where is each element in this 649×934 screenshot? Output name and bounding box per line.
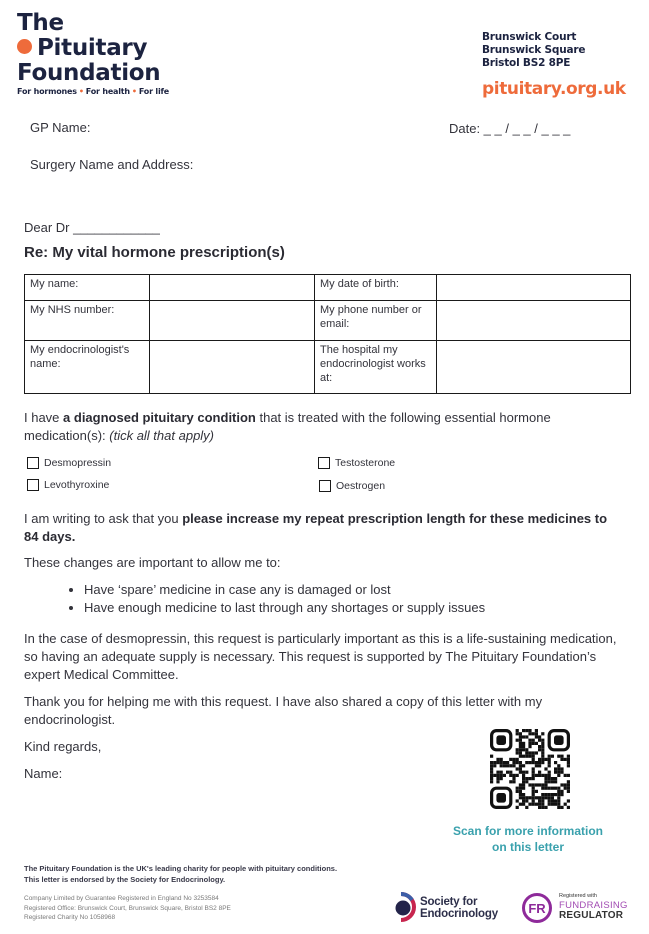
checkbox-square-icon[interactable] xyxy=(318,457,330,469)
request-paragraph xyxy=(24,510,624,546)
fr-regulator-text: REGULATOR xyxy=(559,910,624,921)
changes-intro: These changes are important to allow me to: xyxy=(24,555,281,570)
name-field[interactable] xyxy=(150,275,315,301)
checkbox-desmopressin[interactable] xyxy=(27,457,111,469)
condition-paragraph xyxy=(24,409,624,445)
bullet-list xyxy=(62,581,485,616)
society-endocrinology-logo-icon xyxy=(393,892,419,922)
tagline-part: For health xyxy=(85,87,130,96)
legal-line: Company Limited by Guarantee Registered in England No 3253584 xyxy=(24,895,219,902)
table-label: The hospital my endocrinologist works at: xyxy=(315,341,437,394)
soe-logo-line: Society for xyxy=(420,896,478,908)
footer-statement-line: The Pituitary Foundation is the UK's leading charity for people with pituitary conditions. xyxy=(24,864,338,873)
address-line-3: Bristol BS2 8PE xyxy=(482,57,571,69)
footer-legal xyxy=(24,894,231,923)
checkbox-testosterone[interactable] xyxy=(318,457,395,469)
table-row xyxy=(25,275,631,301)
personal-info-table xyxy=(24,274,631,394)
checkbox-label: Oestrogen xyxy=(336,480,386,492)
italic-text: (tick all that apply) xyxy=(109,428,215,443)
text: I am writing to ask that you xyxy=(24,511,183,526)
footer-statement-line: This letter is endorsed by the Society for Endocrinology. xyxy=(24,875,226,884)
fundraising-regulator-logo-icon xyxy=(521,892,553,924)
fr-mark: FR xyxy=(528,901,546,916)
legal-line: Registered Office: Brunswick Court, Brunswick Square, Bristol BS2 8PE xyxy=(24,904,231,912)
salutation: Dear Dr ____________ xyxy=(24,220,160,235)
society-endocrinology-logo xyxy=(420,896,498,920)
footer-statement xyxy=(24,863,337,885)
hospital-field[interactable] xyxy=(437,341,631,394)
endocrinologist-name-field[interactable] xyxy=(150,341,315,394)
logo-line-2-text: Pituitary xyxy=(37,35,148,61)
qr-code-icon[interactable] xyxy=(490,729,570,809)
table-label: My phone number or email: xyxy=(315,301,437,341)
nhs-number-field[interactable] xyxy=(150,301,315,341)
soe-logo-line: Endocrinology xyxy=(420,908,498,920)
tagline-separator: • xyxy=(78,87,84,96)
legal-line: Registered Charity No 1058968 xyxy=(24,914,116,921)
logo-line-2 xyxy=(17,36,147,60)
table-row xyxy=(25,341,631,394)
logo-tagline xyxy=(17,87,169,96)
tagline-separator: • xyxy=(131,87,137,96)
fr-fundraising-text: FUNDRAISING xyxy=(559,900,628,911)
date-of-birth-field[interactable] xyxy=(437,275,631,301)
fr-registered-text: Registered with xyxy=(559,893,597,899)
table-label: My name: xyxy=(25,275,150,301)
address-line-1: Brunswick Court xyxy=(482,31,577,43)
checkbox-square-icon[interactable] xyxy=(319,480,331,492)
qr-caption xyxy=(444,823,612,855)
phone-email-field[interactable] xyxy=(437,301,631,341)
checkbox-label: Levothyroxine xyxy=(44,479,110,491)
surgery-label: Surgery Name and Address: xyxy=(30,157,194,172)
checkbox-label: Testosterone xyxy=(335,457,396,469)
qr-caption-line: on this letter xyxy=(491,840,564,854)
checkbox-square-icon[interactable] xyxy=(27,479,39,491)
name-label: Name: xyxy=(24,766,63,781)
desmopressin-paragraph: In the case of desmopressin, this request is particularly important as this is a life-sustaining medication, so having an adequate supply is necessary. This request is supported by The Pituitary Foundation’s expert Medical Committee. xyxy=(24,631,617,682)
checkbox-levothyroxine[interactable] xyxy=(27,479,109,491)
checkbox-square-icon[interactable] xyxy=(27,457,39,469)
table-row xyxy=(25,301,631,341)
checkbox-oestrogen[interactable] xyxy=(319,480,385,492)
website-link[interactable]: pituitary.org.uk xyxy=(482,79,626,99)
table-label: My date of birth: xyxy=(315,275,437,301)
thanks-paragraph: Thank you for helping me with this request. I have also shared a copy of this letter with my endocrinologist. xyxy=(24,694,543,727)
list-item: • Have enough medicine to last through any shortages or supply issues xyxy=(84,599,485,617)
checkbox-label: Desmopressin xyxy=(44,457,112,469)
address-line-2: Brunswick Square xyxy=(482,44,586,56)
table-label: My NHS number: xyxy=(25,301,150,341)
list-item: • Have ‘spare’ medicine in case any is damaged or lost xyxy=(84,581,485,599)
bold-text: please increase my repeat prescription length for these medicines to 84 days. xyxy=(24,511,608,544)
tagline-part: For life xyxy=(138,87,169,96)
logo-dot-icon xyxy=(17,39,32,54)
letter-heading: Re: My vital hormone prescription(s) xyxy=(24,244,285,261)
table-label: My endocrinologist's name: xyxy=(25,341,150,394)
text: that is treated with the following essential hormone medication(s): xyxy=(24,410,551,443)
bold-text: a diagnosed pituitary condition xyxy=(63,410,256,425)
gp-name-label: GP Name: xyxy=(30,120,91,135)
qr-caption-line: Scan for more information xyxy=(452,824,604,838)
text: I have xyxy=(24,410,64,425)
logo-line-1: The xyxy=(17,10,64,36)
date-label: Date: _ _ / _ _ / _ _ _ xyxy=(449,121,571,136)
tagline-part: For hormones xyxy=(17,87,77,96)
logo-line-3: Foundation xyxy=(17,60,161,86)
closing: Kind regards, xyxy=(24,739,102,754)
